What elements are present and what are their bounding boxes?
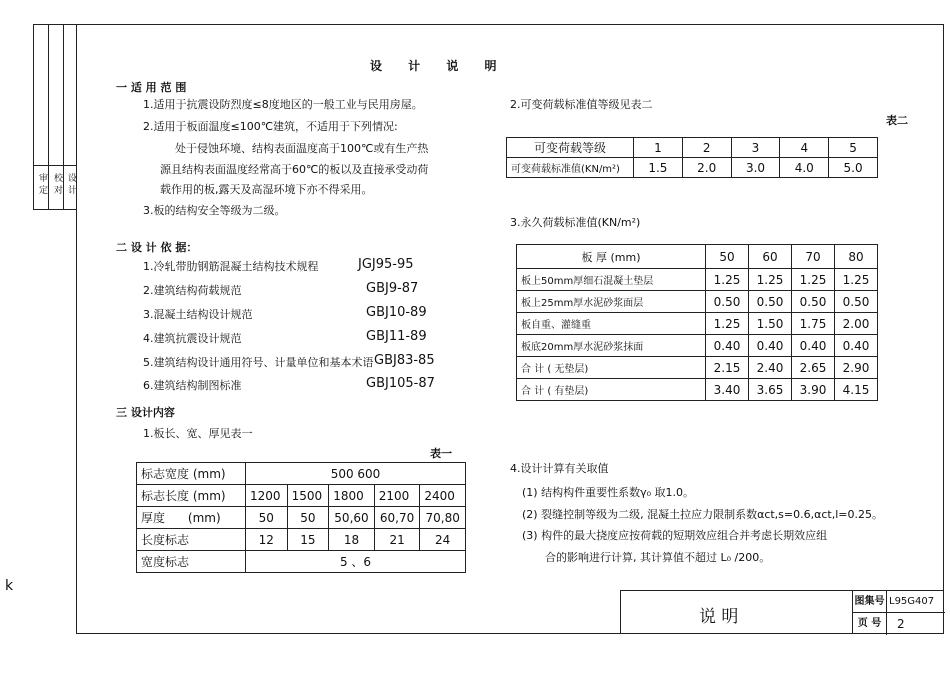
table-cell: 1.25 xyxy=(706,269,749,291)
table-cell: 50,60 xyxy=(329,507,375,529)
calc-item-3: (3) 构件的最大挠度应按荷载的短期效应组合并考虑长期效应组 xyxy=(522,529,828,542)
table-row xyxy=(137,485,466,507)
thick-unit: (mm) xyxy=(187,511,221,525)
table-cell: 4.0 xyxy=(780,158,829,178)
basis-item-code: GBJ83-85 xyxy=(374,353,435,368)
variable-load-note: 2.可变荷载标准值等级见表二 xyxy=(510,98,653,111)
table-cell: 3.90 xyxy=(792,379,835,401)
table-cell: 12 xyxy=(246,529,288,551)
table-cell: 2 xyxy=(682,138,731,158)
table-cell: 2400 xyxy=(420,485,466,507)
table-cell: 60 xyxy=(749,245,792,269)
row-label: 合 计 ( 有垫层) xyxy=(517,379,706,401)
table-cell: 50 xyxy=(287,507,329,529)
level-label: 可变荷载等级 xyxy=(507,138,634,158)
table-cell: 1.5 xyxy=(634,158,683,178)
basis-item-label: 6.建筑结构制图标准 xyxy=(143,379,242,392)
calc-item-3-cont: 合的影响进行计算, 其计算值不超过 L₀ /200。 xyxy=(545,551,771,564)
table-cell: 5 xyxy=(829,138,878,158)
table-cell: 1.50 xyxy=(749,313,792,335)
width-label: 标志宽度 xyxy=(141,467,190,481)
permanent-load-table xyxy=(516,244,878,401)
table-cell xyxy=(137,463,246,485)
table-cell: 0.50 xyxy=(706,291,749,313)
content-item-1: 1.板长、宽、厚见表一 xyxy=(143,427,253,440)
table-row xyxy=(517,357,878,379)
table-cell: 1.25 xyxy=(792,269,835,291)
table-cell: 0.50 xyxy=(749,291,792,313)
table-cell: 2.00 xyxy=(835,313,878,335)
table-cell: 50 xyxy=(706,245,749,269)
section-basis-heading: 二 设 计 依 据： xyxy=(116,241,198,254)
table-row xyxy=(507,138,878,158)
table-cell: 50 xyxy=(246,507,288,529)
sidebar-label-check: 校 对 xyxy=(52,173,62,194)
table-cell: 2.90 xyxy=(835,357,878,379)
permanent-load-note: 3.永久荷载标准值(KN/m²) xyxy=(510,216,641,229)
scope-item-1: 1.适用于抗震设防烈度≤8度地区的一般工业与民用房屋。 xyxy=(143,98,423,111)
dimension-table xyxy=(136,462,466,573)
table-row xyxy=(517,245,878,269)
table-cell: 2100 xyxy=(374,485,420,507)
page-title: 设 计 说 明 xyxy=(370,59,497,73)
atlas-row xyxy=(853,591,945,613)
basis-item-code: GBJ105-87 xyxy=(366,376,435,391)
table-cell: 4.15 xyxy=(835,379,878,401)
table-cell xyxy=(137,507,246,529)
stray-mark: k xyxy=(5,578,14,594)
table-row xyxy=(517,335,878,357)
table-cell: 3 xyxy=(731,138,780,158)
page-label: 页 号 xyxy=(853,613,887,635)
table-cell: 21 xyxy=(374,529,420,551)
basis-item-label: 1.冷轧带肋钢筋混凝土结构技术规程 xyxy=(143,260,319,273)
table-row xyxy=(517,379,878,401)
table-cell: 70,80 xyxy=(420,507,466,529)
basis-item-code: GBJ9-87 xyxy=(366,281,419,296)
sidebar-label-design: 设 计 xyxy=(66,173,76,194)
table-cell: 5.0 xyxy=(829,158,878,178)
length-unit: (mm) xyxy=(192,489,226,503)
scope-item-2: 2.适用于板面温度≤100℃建筑，不适用于下列情况: xyxy=(143,120,398,133)
table1-caption: 表一 xyxy=(430,447,452,460)
table-cell: 15 xyxy=(287,529,329,551)
table-cell: 3.0 xyxy=(731,158,780,178)
table-cell: 80 xyxy=(835,245,878,269)
section-scope-heading: 一 适 用 范 围 xyxy=(116,81,187,94)
table-row xyxy=(517,269,878,291)
scope-item-3: 3.板的结构安全等级为二级。 xyxy=(143,204,286,217)
basis-item-code: GBJ11-89 xyxy=(366,329,427,344)
sidebar-divider xyxy=(34,165,76,166)
table-row xyxy=(137,529,466,551)
table-cell: 60,70 xyxy=(374,507,420,529)
thick-label: 厚度 xyxy=(141,511,166,525)
basis-item-code: GBJ10-89 xyxy=(366,305,427,320)
table-row xyxy=(517,313,878,335)
table-cell xyxy=(137,485,246,507)
calc-item-1: (1) 结构构件重要性系数γ₀ 取1.0。 xyxy=(522,486,694,499)
table-cell: 1500 xyxy=(287,485,329,507)
table-cell: 0.50 xyxy=(792,291,835,313)
table-cell: 0.40 xyxy=(706,335,749,357)
table-row xyxy=(137,463,466,485)
title-block-title-cell xyxy=(621,591,853,634)
value-label: 可变荷载标准值(KN/m²) xyxy=(507,158,634,178)
length-label: 标志长度 xyxy=(141,489,190,503)
row-label: 板上50mm厚细石混凝土垫层 xyxy=(517,269,706,291)
wmark-label: 宽度标志 xyxy=(137,551,246,573)
basis-item-label: 3.混凝土结构设计规范 xyxy=(143,308,253,321)
row-label: 板底20mm厚水泥砂浆抹面 xyxy=(517,335,706,357)
page-value: 2 xyxy=(897,617,905,631)
section-content-heading: 三 设计内容 xyxy=(116,406,175,419)
table-cell: 0.50 xyxy=(835,291,878,313)
table-cell: 3.40 xyxy=(706,379,749,401)
table-cell: 2.40 xyxy=(749,357,792,379)
basis-item-label: 2.建筑结构荷载规范 xyxy=(143,284,242,297)
table-cell: 18 xyxy=(329,529,375,551)
variable-load-table xyxy=(506,137,878,178)
table-cell: 4 xyxy=(780,138,829,158)
row-label: 板上25mm厚水泥砂浆面层 xyxy=(517,291,706,313)
table-cell: 1.25 xyxy=(749,269,792,291)
atlas-label: 图集号 xyxy=(853,591,887,612)
table-cell: 3.65 xyxy=(749,379,792,401)
table-cell: 1200 xyxy=(246,485,288,507)
row-label: 合 计 ( 无垫层) xyxy=(517,357,706,379)
table-row xyxy=(137,507,466,529)
wmark-values: 5 、6 xyxy=(246,551,466,573)
table-cell: 1 xyxy=(634,138,683,158)
page-row xyxy=(853,613,945,635)
table2-caption: 表二 xyxy=(886,114,908,127)
table-cell: 2.0 xyxy=(682,158,731,178)
row-label: 板自重、灌缝重 xyxy=(517,313,706,335)
table-cell: 0.40 xyxy=(749,335,792,357)
scope-item-2-line3: 源且结构表面温度经常高于60℃的板以及直接承受动荷 xyxy=(160,163,429,176)
scope-item-2-line2: 处于侵蚀环境、结构表面温度高于100℃或有生产热 xyxy=(175,142,429,155)
sidebar-approval-block xyxy=(33,24,77,210)
title-block xyxy=(620,590,944,634)
basis-item-label: 5.建筑结构设计通用符号、计量单位和基本术语 xyxy=(143,356,374,369)
table-cell: 1800 xyxy=(329,485,375,507)
calc-item-2: (2) 裂缝控制等级为二级, 混凝土拉应力限制系数αct,s=0.6,αct,l=0.25。 xyxy=(522,508,883,521)
table-cell: 24 xyxy=(420,529,466,551)
table-cell: 2.15 xyxy=(706,357,749,379)
table-cell: 70 xyxy=(792,245,835,269)
scope-item-2-line4: 载作用的板,露天及高湿环境下亦不得采用。 xyxy=(160,183,373,196)
table-row xyxy=(137,551,466,573)
width-unit: (mm) xyxy=(192,467,226,481)
thickness-head: 板 厚 (mm) xyxy=(517,245,706,269)
table-cell: 1.25 xyxy=(706,313,749,335)
table-cell: 0.40 xyxy=(835,335,878,357)
basis-item-label: 4.建筑抗震设计规范 xyxy=(143,332,242,345)
table-row xyxy=(517,291,878,313)
table-cell: 1.75 xyxy=(792,313,835,335)
width-values: 500 600 xyxy=(246,463,466,485)
sidebar-label-approve: 审 定 xyxy=(37,173,47,194)
table-cell: 1.25 xyxy=(835,269,878,291)
calc-heading: 4.设计计算有关取值 xyxy=(510,462,609,475)
table-cell: 0.40 xyxy=(792,335,835,357)
lmark-label: 长度标志 xyxy=(137,529,246,551)
title-block-title: 说 明 xyxy=(699,607,739,627)
table-row xyxy=(507,158,878,178)
basis-item-code: JGJ95-95 xyxy=(358,257,414,272)
atlas-value: L95G407 xyxy=(889,596,935,607)
table-cell: 2.65 xyxy=(792,357,835,379)
